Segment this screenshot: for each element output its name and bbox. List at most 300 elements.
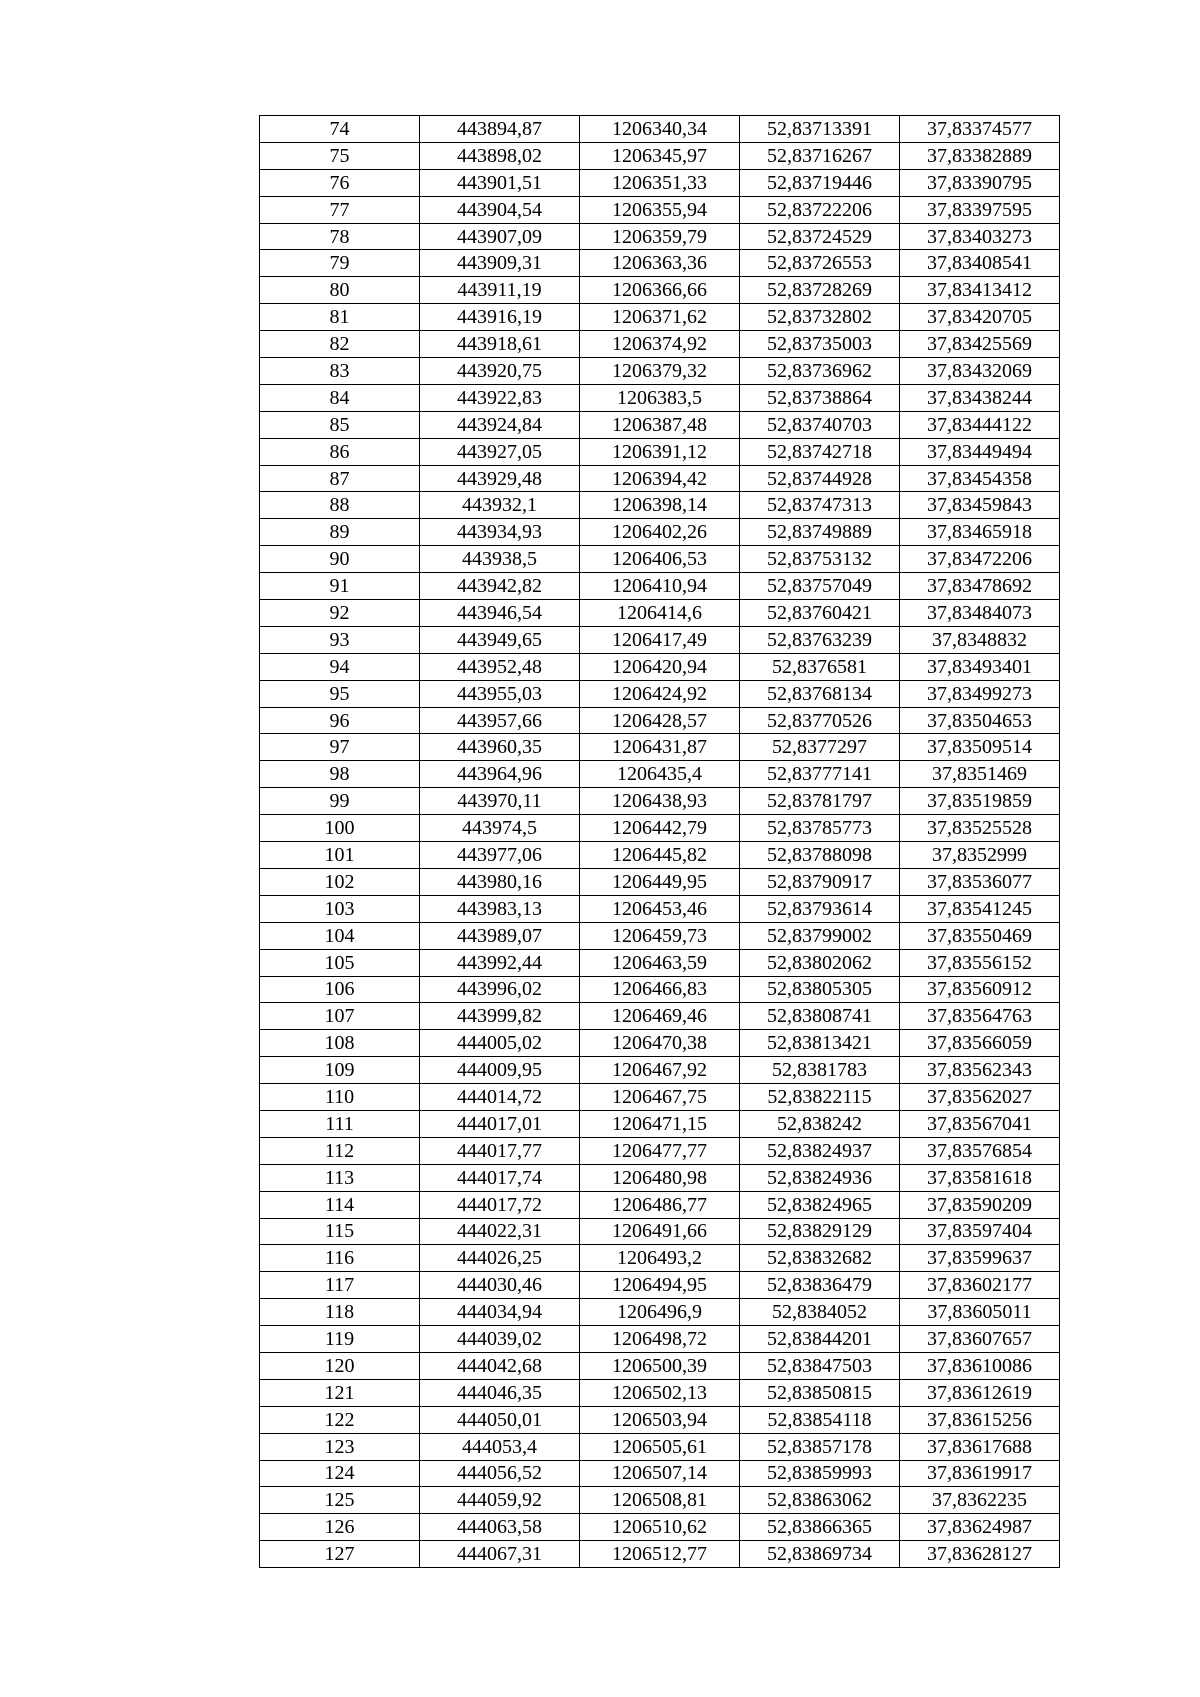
point-number-cell: 91	[260, 573, 420, 600]
x-coordinate-cell: 443929,48	[420, 465, 580, 492]
point-number-cell: 115	[260, 1218, 420, 1245]
table-row	[260, 1137, 1060, 1164]
y-coordinate-cell: 1206424,92	[580, 680, 740, 707]
longitude-cell: 37,83562343	[900, 1057, 1060, 1084]
longitude-cell: 37,83408541	[900, 250, 1060, 277]
longitude-cell: 37,83493401	[900, 653, 1060, 680]
y-coordinate-cell: 1206512,77	[580, 1541, 740, 1568]
latitude-cell: 52,83770526	[740, 707, 900, 734]
latitude-cell: 52,83757049	[740, 573, 900, 600]
point-number-cell: 102	[260, 868, 420, 895]
longitude-cell: 37,83509514	[900, 734, 1060, 761]
table-row	[260, 438, 1060, 465]
latitude-cell: 52,83781797	[740, 788, 900, 815]
point-number-cell: 123	[260, 1433, 420, 1460]
table-row	[260, 573, 1060, 600]
x-coordinate-cell: 444042,68	[420, 1352, 580, 1379]
y-coordinate-cell: 1206391,12	[580, 438, 740, 465]
y-coordinate-cell: 1206345,97	[580, 142, 740, 169]
longitude-cell: 37,83420705	[900, 304, 1060, 331]
point-number-cell: 92	[260, 600, 420, 627]
y-coordinate-cell: 1206366,66	[580, 277, 740, 304]
y-coordinate-cell: 1206494,95	[580, 1272, 740, 1299]
table-row	[260, 1030, 1060, 1057]
point-number-cell: 109	[260, 1057, 420, 1084]
latitude-cell: 52,83735003	[740, 331, 900, 358]
point-number-cell: 98	[260, 761, 420, 788]
y-coordinate-cell: 1206505,61	[580, 1433, 740, 1460]
longitude-cell: 37,83541245	[900, 895, 1060, 922]
y-coordinate-cell: 1206503,94	[580, 1406, 740, 1433]
latitude-cell: 52,83713391	[740, 116, 900, 143]
x-coordinate-cell: 443909,31	[420, 250, 580, 277]
point-number-cell: 114	[260, 1191, 420, 1218]
latitude-cell: 52,83813421	[740, 1030, 900, 1057]
longitude-cell: 37,8348832	[900, 626, 1060, 653]
y-coordinate-cell: 1206502,13	[580, 1379, 740, 1406]
longitude-cell: 37,83465918	[900, 519, 1060, 546]
longitude-cell: 37,83499273	[900, 680, 1060, 707]
latitude-cell: 52,83738864	[740, 384, 900, 411]
longitude-cell: 37,83413412	[900, 277, 1060, 304]
latitude-cell: 52,83799002	[740, 922, 900, 949]
y-coordinate-cell: 1206363,36	[580, 250, 740, 277]
latitude-cell: 52,8381783	[740, 1057, 900, 1084]
table-row	[260, 196, 1060, 223]
point-number-cell: 125	[260, 1487, 420, 1514]
table-row	[260, 680, 1060, 707]
latitude-cell: 52,83850815	[740, 1379, 900, 1406]
y-coordinate-cell: 1206477,77	[580, 1137, 740, 1164]
y-coordinate-cell: 1206491,66	[580, 1218, 740, 1245]
y-coordinate-cell: 1206459,73	[580, 922, 740, 949]
latitude-cell: 52,83836479	[740, 1272, 900, 1299]
point-number-cell: 111	[260, 1110, 420, 1137]
y-coordinate-cell: 1206496,9	[580, 1299, 740, 1326]
x-coordinate-cell: 444017,74	[420, 1164, 580, 1191]
point-number-cell: 78	[260, 223, 420, 250]
x-coordinate-cell: 443996,02	[420, 976, 580, 1003]
x-coordinate-cell: 443911,19	[420, 277, 580, 304]
point-number-cell: 86	[260, 438, 420, 465]
latitude-cell: 52,83863062	[740, 1487, 900, 1514]
y-coordinate-cell: 1206417,49	[580, 626, 740, 653]
table-row	[260, 1272, 1060, 1299]
x-coordinate-cell: 444022,31	[420, 1218, 580, 1245]
x-coordinate-cell: 444063,58	[420, 1514, 580, 1541]
longitude-cell: 37,83425569	[900, 331, 1060, 358]
longitude-cell: 37,83444122	[900, 411, 1060, 438]
longitude-cell: 37,83566059	[900, 1030, 1060, 1057]
y-coordinate-cell: 1206406,53	[580, 546, 740, 573]
latitude-cell: 52,83768134	[740, 680, 900, 707]
point-number-cell: 82	[260, 331, 420, 358]
longitude-cell: 37,83576854	[900, 1137, 1060, 1164]
point-number-cell: 95	[260, 680, 420, 707]
table-row	[260, 1379, 1060, 1406]
y-coordinate-cell: 1206410,94	[580, 573, 740, 600]
longitude-cell: 37,83556152	[900, 949, 1060, 976]
latitude-cell: 52,83822115	[740, 1084, 900, 1111]
table-row	[260, 1406, 1060, 1433]
latitude-cell: 52,83744928	[740, 465, 900, 492]
point-number-cell: 74	[260, 116, 420, 143]
point-number-cell: 107	[260, 1003, 420, 1030]
longitude-cell: 37,83567041	[900, 1110, 1060, 1137]
latitude-cell: 52,83857178	[740, 1433, 900, 1460]
point-number-cell: 108	[260, 1030, 420, 1057]
point-number-cell: 122	[260, 1406, 420, 1433]
x-coordinate-cell: 444009,95	[420, 1057, 580, 1084]
latitude-cell: 52,83802062	[740, 949, 900, 976]
x-coordinate-cell: 444026,25	[420, 1245, 580, 1272]
point-number-cell: 119	[260, 1326, 420, 1353]
longitude-cell: 37,83397595	[900, 196, 1060, 223]
y-coordinate-cell: 1206467,92	[580, 1057, 740, 1084]
latitude-cell: 52,83859993	[740, 1460, 900, 1487]
latitude-cell: 52,83832682	[740, 1245, 900, 1272]
point-number-cell: 117	[260, 1272, 420, 1299]
latitude-cell: 52,8376581	[740, 653, 900, 680]
latitude-cell: 52,83726553	[740, 250, 900, 277]
y-coordinate-cell: 1206340,34	[580, 116, 740, 143]
latitude-cell: 52,83760421	[740, 600, 900, 627]
table-row	[260, 1487, 1060, 1514]
y-coordinate-cell: 1206402,26	[580, 519, 740, 546]
table-row	[260, 142, 1060, 169]
x-coordinate-cell: 443952,48	[420, 653, 580, 680]
latitude-cell: 52,83763239	[740, 626, 900, 653]
x-coordinate-cell: 444017,01	[420, 1110, 580, 1137]
y-coordinate-cell: 1206438,93	[580, 788, 740, 815]
longitude-cell: 37,83432069	[900, 358, 1060, 385]
longitude-cell: 37,83560912	[900, 976, 1060, 1003]
table-row	[260, 1218, 1060, 1245]
point-number-cell: 105	[260, 949, 420, 976]
x-coordinate-cell: 443999,82	[420, 1003, 580, 1030]
point-number-cell: 100	[260, 815, 420, 842]
x-coordinate-cell: 444014,72	[420, 1084, 580, 1111]
table-row	[260, 331, 1060, 358]
point-number-cell: 80	[260, 277, 420, 304]
x-coordinate-cell: 444059,92	[420, 1487, 580, 1514]
point-number-cell: 97	[260, 734, 420, 761]
latitude-cell: 52,83805305	[740, 976, 900, 1003]
table-row	[260, 519, 1060, 546]
table-row	[260, 707, 1060, 734]
table-row	[260, 653, 1060, 680]
table-row	[260, 815, 1060, 842]
table-row	[260, 1352, 1060, 1379]
longitude-cell: 37,83382889	[900, 142, 1060, 169]
x-coordinate-cell: 443977,06	[420, 842, 580, 869]
point-number-cell: 99	[260, 788, 420, 815]
longitude-cell: 37,83615256	[900, 1406, 1060, 1433]
table-row	[260, 626, 1060, 653]
point-number-cell: 88	[260, 492, 420, 519]
table-row	[260, 277, 1060, 304]
x-coordinate-cell: 444017,77	[420, 1137, 580, 1164]
x-coordinate-cell: 443922,83	[420, 384, 580, 411]
table-row	[260, 250, 1060, 277]
x-coordinate-cell: 443957,66	[420, 707, 580, 734]
point-number-cell: 87	[260, 465, 420, 492]
latitude-cell: 52,8377297	[740, 734, 900, 761]
point-number-cell: 112	[260, 1137, 420, 1164]
x-coordinate-cell: 443932,1	[420, 492, 580, 519]
latitude-cell: 52,83829129	[740, 1218, 900, 1245]
y-coordinate-cell: 1206470,38	[580, 1030, 740, 1057]
latitude-cell: 52,83844201	[740, 1326, 900, 1353]
y-coordinate-cell: 1206471,15	[580, 1110, 740, 1137]
point-number-cell: 101	[260, 842, 420, 869]
longitude-cell: 37,83536077	[900, 868, 1060, 895]
table-row	[260, 922, 1060, 949]
x-coordinate-cell: 443898,02	[420, 142, 580, 169]
latitude-cell: 52,83793614	[740, 895, 900, 922]
y-coordinate-cell: 1206371,62	[580, 304, 740, 331]
x-coordinate-cell: 444053,4	[420, 1433, 580, 1460]
point-number-cell: 113	[260, 1164, 420, 1191]
x-coordinate-cell: 443960,35	[420, 734, 580, 761]
point-number-cell: 116	[260, 1245, 420, 1272]
table-row	[260, 116, 1060, 143]
table-row	[260, 1541, 1060, 1568]
latitude-cell: 52,83785773	[740, 815, 900, 842]
latitude-cell: 52,83847503	[740, 1352, 900, 1379]
y-coordinate-cell: 1206355,94	[580, 196, 740, 223]
x-coordinate-cell: 443970,11	[420, 788, 580, 815]
longitude-cell: 37,83519859	[900, 788, 1060, 815]
table-row	[260, 1057, 1060, 1084]
latitude-cell: 52,83736962	[740, 358, 900, 385]
y-coordinate-cell: 1206493,2	[580, 1245, 740, 1272]
y-coordinate-cell: 1206387,48	[580, 411, 740, 438]
point-number-cell: 104	[260, 922, 420, 949]
x-coordinate-cell: 443983,13	[420, 895, 580, 922]
y-coordinate-cell: 1206359,79	[580, 223, 740, 250]
latitude-cell: 52,838242	[740, 1110, 900, 1137]
longitude-cell: 37,83550469	[900, 922, 1060, 949]
y-coordinate-cell: 1206428,57	[580, 707, 740, 734]
x-coordinate-cell: 444050,01	[420, 1406, 580, 1433]
x-coordinate-cell: 443955,03	[420, 680, 580, 707]
longitude-cell: 37,83478692	[900, 573, 1060, 600]
longitude-cell: 37,8362235	[900, 1487, 1060, 1514]
table-row	[260, 384, 1060, 411]
longitude-cell: 37,8351469	[900, 761, 1060, 788]
x-coordinate-cell: 443901,51	[420, 169, 580, 196]
y-coordinate-cell: 1206463,59	[580, 949, 740, 976]
latitude-cell: 52,83866365	[740, 1514, 900, 1541]
table-row	[260, 1299, 1060, 1326]
y-coordinate-cell: 1206442,79	[580, 815, 740, 842]
x-coordinate-cell: 443934,93	[420, 519, 580, 546]
x-coordinate-cell: 444039,02	[420, 1326, 580, 1353]
latitude-cell: 52,83742718	[740, 438, 900, 465]
table-row	[260, 546, 1060, 573]
x-coordinate-cell: 443920,75	[420, 358, 580, 385]
y-coordinate-cell: 1206435,4	[580, 761, 740, 788]
x-coordinate-cell: 443894,87	[420, 116, 580, 143]
y-coordinate-cell: 1206486,77	[580, 1191, 740, 1218]
y-coordinate-cell: 1206351,33	[580, 169, 740, 196]
x-coordinate-cell: 443907,09	[420, 223, 580, 250]
point-number-cell: 89	[260, 519, 420, 546]
point-number-cell: 77	[260, 196, 420, 223]
longitude-cell: 37,83484073	[900, 600, 1060, 627]
longitude-cell: 37,83597404	[900, 1218, 1060, 1245]
point-number-cell: 106	[260, 976, 420, 1003]
table-row	[260, 1164, 1060, 1191]
point-number-cell: 127	[260, 1541, 420, 1568]
x-coordinate-cell: 444017,72	[420, 1191, 580, 1218]
x-coordinate-cell: 443904,54	[420, 196, 580, 223]
longitude-cell: 37,83605011	[900, 1299, 1060, 1326]
table-row	[260, 1003, 1060, 1030]
y-coordinate-cell: 1206398,14	[580, 492, 740, 519]
y-coordinate-cell: 1206374,92	[580, 331, 740, 358]
table-row	[260, 949, 1060, 976]
point-number-cell: 81	[260, 304, 420, 331]
table-row	[260, 1245, 1060, 1272]
latitude-cell: 52,83732802	[740, 304, 900, 331]
y-coordinate-cell: 1206414,6	[580, 600, 740, 627]
y-coordinate-cell: 1206510,62	[580, 1514, 740, 1541]
table-row	[260, 734, 1060, 761]
latitude-cell: 52,83824937	[740, 1137, 900, 1164]
y-coordinate-cell: 1206445,82	[580, 842, 740, 869]
latitude-cell: 52,83722206	[740, 196, 900, 223]
point-number-cell: 76	[260, 169, 420, 196]
longitude-cell: 37,83619917	[900, 1460, 1060, 1487]
y-coordinate-cell: 1206449,95	[580, 868, 740, 895]
latitude-cell: 52,83788098	[740, 842, 900, 869]
table-row	[260, 411, 1060, 438]
x-coordinate-cell: 443927,05	[420, 438, 580, 465]
longitude-cell: 37,83628127	[900, 1541, 1060, 1568]
table-row	[260, 1326, 1060, 1353]
longitude-cell: 37,83564763	[900, 1003, 1060, 1030]
longitude-cell: 37,83581618	[900, 1164, 1060, 1191]
latitude-cell: 52,83749889	[740, 519, 900, 546]
latitude-cell: 52,83716267	[740, 142, 900, 169]
longitude-cell: 37,83472206	[900, 546, 1060, 573]
point-number-cell: 85	[260, 411, 420, 438]
point-number-cell: 118	[260, 1299, 420, 1326]
x-coordinate-cell: 443924,84	[420, 411, 580, 438]
longitude-cell: 37,83449494	[900, 438, 1060, 465]
x-coordinate-cell: 444005,02	[420, 1030, 580, 1057]
y-coordinate-cell: 1206480,98	[580, 1164, 740, 1191]
table-row	[260, 600, 1060, 627]
longitude-cell: 37,83438244	[900, 384, 1060, 411]
table-row	[260, 1084, 1060, 1111]
y-coordinate-cell: 1206453,46	[580, 895, 740, 922]
latitude-cell: 52,83790917	[740, 868, 900, 895]
table-row	[260, 1460, 1060, 1487]
point-number-cell: 96	[260, 707, 420, 734]
y-coordinate-cell: 1206466,83	[580, 976, 740, 1003]
table-row	[260, 304, 1060, 331]
latitude-cell: 52,83719446	[740, 169, 900, 196]
x-coordinate-cell: 443989,07	[420, 922, 580, 949]
table-row	[260, 1514, 1060, 1541]
longitude-cell: 37,83602177	[900, 1272, 1060, 1299]
latitude-cell: 52,83728269	[740, 277, 900, 304]
latitude-cell: 52,8384052	[740, 1299, 900, 1326]
point-number-cell: 75	[260, 142, 420, 169]
y-coordinate-cell: 1206379,32	[580, 358, 740, 385]
table-row	[260, 1191, 1060, 1218]
latitude-cell: 52,83854118	[740, 1406, 900, 1433]
table-row	[260, 1110, 1060, 1137]
latitude-cell: 52,83740703	[740, 411, 900, 438]
table-row	[260, 169, 1060, 196]
longitude-cell: 37,83525528	[900, 815, 1060, 842]
table-row	[260, 492, 1060, 519]
point-number-cell: 110	[260, 1084, 420, 1111]
x-coordinate-cell: 443964,96	[420, 761, 580, 788]
y-coordinate-cell: 1206383,5	[580, 384, 740, 411]
point-number-cell: 120	[260, 1352, 420, 1379]
longitude-cell: 37,83607657	[900, 1326, 1060, 1353]
y-coordinate-cell: 1206467,75	[580, 1084, 740, 1111]
latitude-cell: 52,83824936	[740, 1164, 900, 1191]
longitude-cell: 37,8352999	[900, 842, 1060, 869]
latitude-cell: 52,83753132	[740, 546, 900, 573]
longitude-cell: 37,83610086	[900, 1352, 1060, 1379]
point-number-cell: 79	[260, 250, 420, 277]
table-row	[260, 358, 1060, 385]
point-number-cell: 121	[260, 1379, 420, 1406]
point-number-cell: 94	[260, 653, 420, 680]
point-number-cell: 84	[260, 384, 420, 411]
latitude-cell: 52,83777141	[740, 761, 900, 788]
longitude-cell: 37,83599637	[900, 1245, 1060, 1272]
latitude-cell: 52,83824965	[740, 1191, 900, 1218]
table-row	[260, 465, 1060, 492]
y-coordinate-cell: 1206507,14	[580, 1460, 740, 1487]
coordinates-table-body	[260, 116, 1060, 1568]
latitude-cell: 52,83724529	[740, 223, 900, 250]
y-coordinate-cell: 1206500,39	[580, 1352, 740, 1379]
longitude-cell: 37,83504653	[900, 707, 1060, 734]
longitude-cell: 37,83454358	[900, 465, 1060, 492]
point-number-cell: 126	[260, 1514, 420, 1541]
x-coordinate-cell: 443938,5	[420, 546, 580, 573]
x-coordinate-cell: 444056,52	[420, 1460, 580, 1487]
x-coordinate-cell: 443992,44	[420, 949, 580, 976]
y-coordinate-cell: 1206469,46	[580, 1003, 740, 1030]
x-coordinate-cell: 443946,54	[420, 600, 580, 627]
longitude-cell: 37,83374577	[900, 116, 1060, 143]
longitude-cell: 37,83403273	[900, 223, 1060, 250]
table-row	[260, 788, 1060, 815]
longitude-cell: 37,83562027	[900, 1084, 1060, 1111]
point-number-cell: 103	[260, 895, 420, 922]
y-coordinate-cell: 1206498,72	[580, 1326, 740, 1353]
point-number-cell: 90	[260, 546, 420, 573]
x-coordinate-cell: 444067,31	[420, 1541, 580, 1568]
y-coordinate-cell: 1206431,87	[580, 734, 740, 761]
x-coordinate-cell: 444030,46	[420, 1272, 580, 1299]
table-row	[260, 761, 1060, 788]
x-coordinate-cell: 444046,35	[420, 1379, 580, 1406]
table-row	[260, 895, 1060, 922]
x-coordinate-cell: 443949,65	[420, 626, 580, 653]
longitude-cell: 37,83459843	[900, 492, 1060, 519]
